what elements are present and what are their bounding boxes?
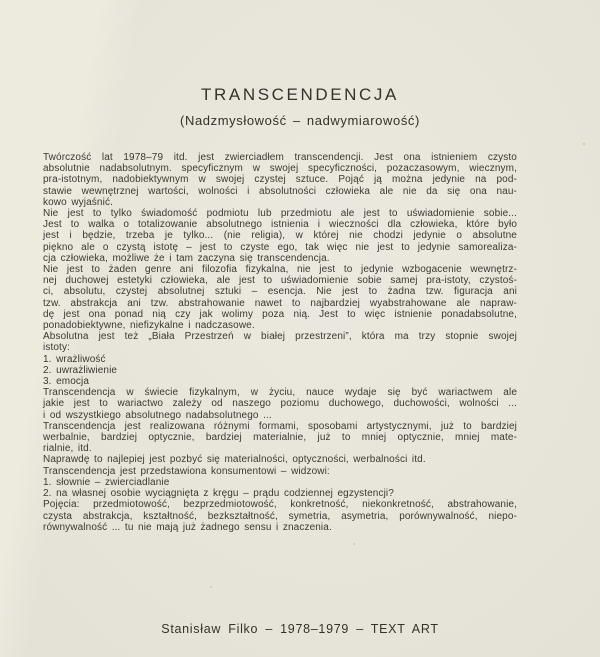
- text-line: tzw. abstrakcja ani tzw. abstrahowanie nawet to najbardziej wyabstrahowane ale napraw-: [43, 297, 517, 309]
- scan-speck: [353, 543, 355, 545]
- text-line: Nie jest to żaden genre ani filozofia fizykalna, nie jest to jedynie wzbogacenie wewnętrz-: [43, 264, 517, 276]
- text-line: Absolutna jest też „Biała Przestrzeń w białej przestrzeni”, która ma trzy stopnie swojej: [43, 331, 517, 343]
- text-line: rialnie, itd.: [43, 443, 92, 455]
- text-line: Pojęcia: przedmiotowość, bezprzedmiotowość, konkretność, niekonkretność, abstrahowanie,: [43, 499, 517, 511]
- scan-speck: [583, 143, 585, 145]
- body-text: [43, 152, 517, 533]
- page-subtitle: (Nadzmysłowość – nadwymiarowość): [180, 113, 420, 128]
- text-line: absolutnie nadabsolutnym. specyficznym w swojej specyficzności, pozaczasowym, wiecznym,: [43, 163, 517, 175]
- text-line: Naprawdę to najlepiej jest pozbyć się materialności, optyczności, werbalności itd.: [43, 454, 426, 466]
- text-line: ponadobiektywne, niefizykalne i nadczasowe.: [43, 320, 255, 332]
- text-line: pra-istotnym, nadobiektywnym w swojej czystej sztuce. Pojąć ją można jedynie na pod-: [43, 174, 517, 186]
- page-title: TRANSCENDENCJA: [201, 85, 399, 104]
- text-line: i od wszystkiego absolutnego nadabsolutnego ...: [43, 409, 272, 421]
- text-line: Nie jest to tylko świadomość podmiotu lub przedmiotu ale jest to uświadomienie sobie...: [43, 208, 517, 220]
- text-line: czysta abstrakcja, kształtność, bezkształtność, symetria, asymetria, porównywalność, niepo-: [43, 510, 517, 522]
- text-line: nej duchowej estetyki człowieka, ale jest to uświadomienie sobie samej pra-istoty, czystoś-: [43, 275, 517, 287]
- text-line: Transcendencja jest realizowana różnymi formami, sposobami artystycznymi, już to bardziej: [43, 420, 517, 432]
- footer-credit: Stanisław Filko – 1978–1979 – TEXT ART: [161, 622, 439, 636]
- text-line: dę jest ona ponad nią czy jak wolimy poza nią. Jest to więc istnienie ponadabsolutne,: [43, 308, 517, 320]
- text-line: istoty:: [43, 342, 70, 354]
- text-line: stawie wewnętrznej wartości, wolności i absolutności człowieka ale nie da się ona nau-: [43, 185, 517, 197]
- text-line: kowo wyjaśnić.: [43, 196, 113, 208]
- text-line: Transcendencja jest przedstawiona konsumentowi – widzowi:: [43, 465, 330, 477]
- text-line: 2. uwrażliwienie: [43, 364, 118, 376]
- text-line: ci, absolutu, czystej absolutnej sztuki – esencja. Nie jest to żadna tzw. figuracja ani: [43, 286, 517, 298]
- text-line: Transcendencja w świecie fizykalnym, w życiu, nauce wydaje się być wariactwem ale: [43, 387, 517, 399]
- text-line: jakie jest to wariactwo zależy od naszego poziomu duchowego, duchowości, wolności ...: [43, 398, 517, 410]
- text-line: 1. wrażliwość: [43, 353, 106, 365]
- text-line: werbalnie, bardziej optycznie, bardziej materialnie, już to mniej optycznie, mniej mate-: [43, 432, 517, 444]
- text-line: równywalność ... tu nie mają już żadnego sensu i znaczenia.: [43, 521, 332, 533]
- text-line: 3. emocja: [43, 376, 90, 388]
- text-line: 1. słownie – zwierciadlanie: [43, 476, 170, 488]
- text-line: cja człowieka, możliwe że i tam zaczyna się transcendencja.: [43, 252, 330, 264]
- text-line: jest i będzie, trzeba je tylko... (nie religia), w której nie chodzi jedynie o absolutne: [43, 230, 517, 242]
- scan-speck: [210, 586, 212, 588]
- text-line: piękno ale o czystą istotę – jest to czyste ego, tak więc nie jest to jedynie samorealiza-: [43, 241, 517, 253]
- text-line: Twórczość lat 1978–79 itd. jest zwierciadłem transcendencji. Jest ona istnieniem czysto: [43, 152, 517, 163]
- text-line: 2. na własnej osobie wyciągnięta z kręgu – prądu codziennej egzystencji?: [43, 488, 394, 500]
- text-line: Jest to walka o totalizowanie absolutnego istnienia i wieczności dla człowieka, które było: [43, 219, 517, 231]
